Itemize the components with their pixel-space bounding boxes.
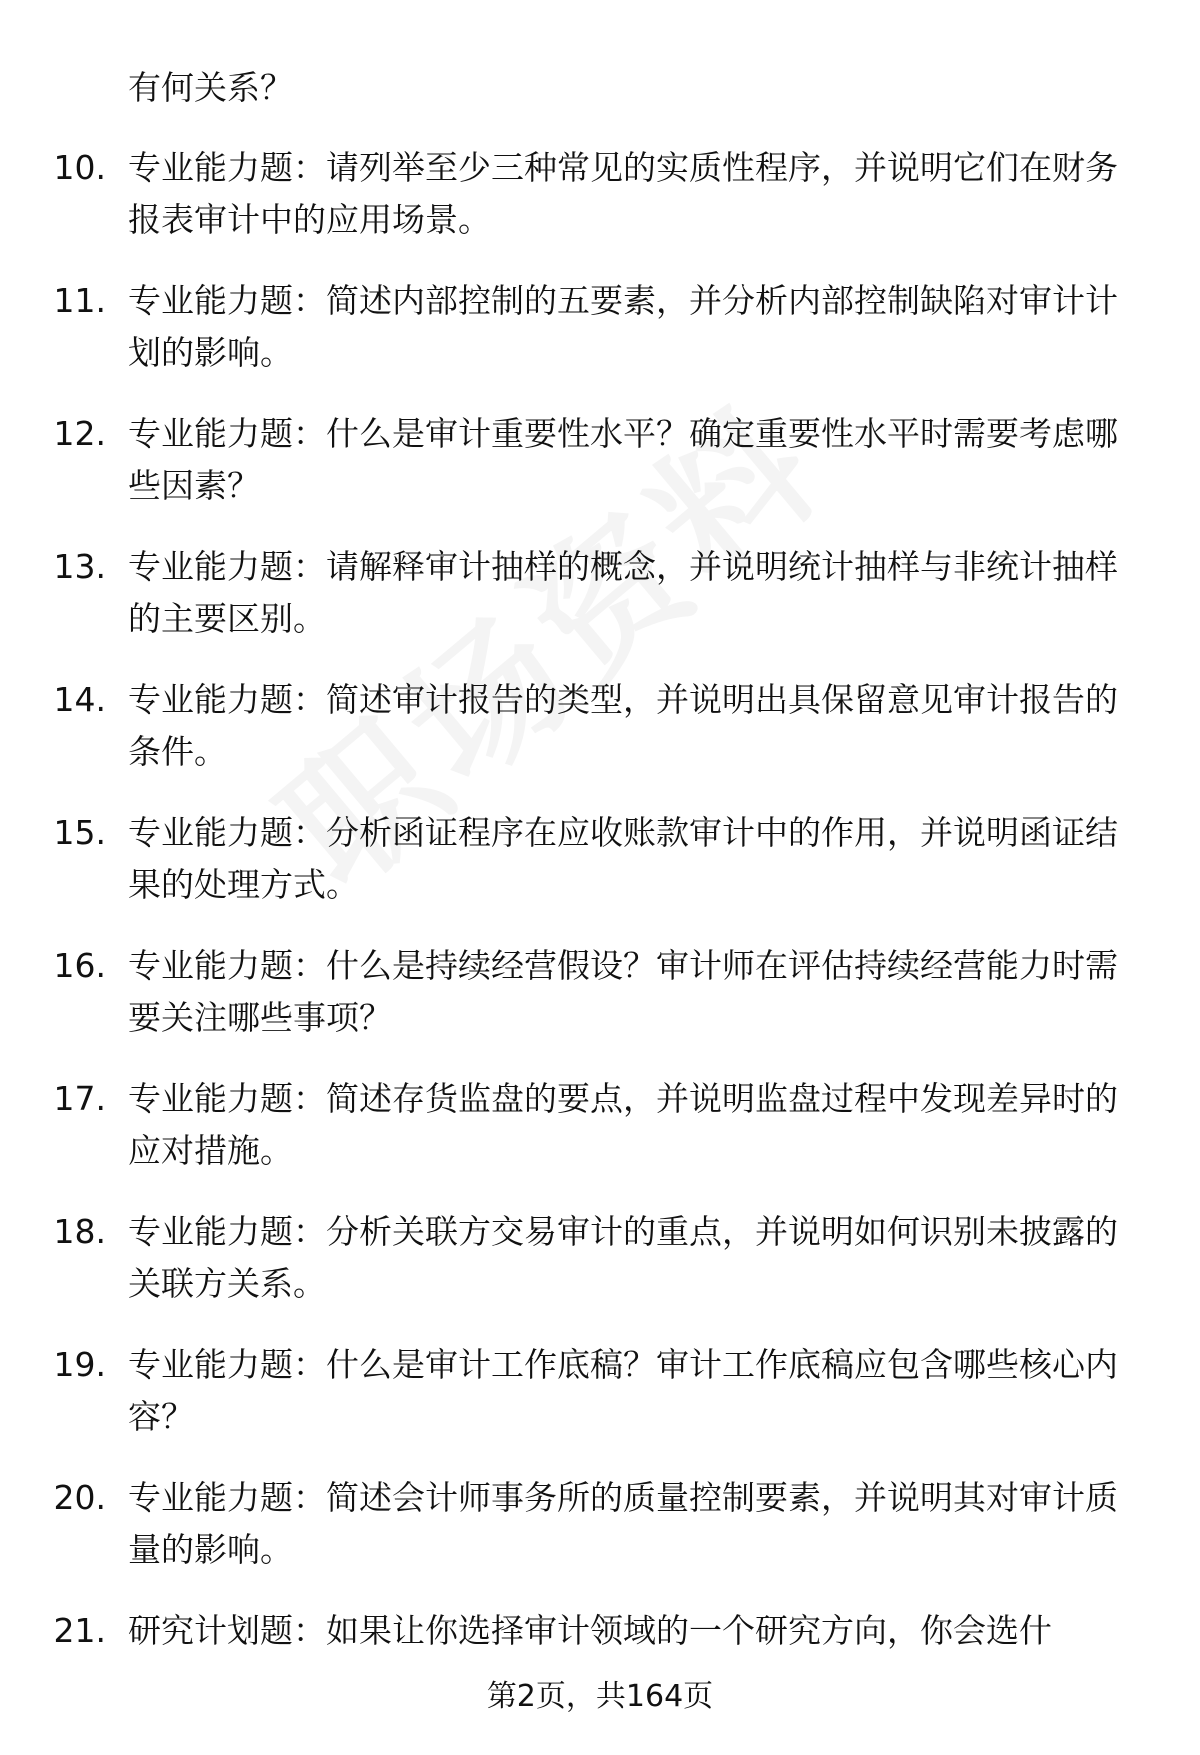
- question-number: 21.: [53, 1611, 106, 1650]
- question-item: [0, 408, 1200, 541]
- question-number: 18.: [53, 1212, 106, 1251]
- question-item: [0, 940, 1200, 1073]
- question-text: 专业能力题：简述审计报告的类型，并说明出具保留意见审计报告的条件。: [128, 680, 1118, 771]
- question-item: [0, 1339, 1200, 1472]
- question-number: 19.: [53, 1345, 106, 1384]
- question-text: 专业能力题：分析函证程序在应收账款审计中的作用，并说明函证结果的处理方式。: [128, 813, 1118, 904]
- question-item: [0, 142, 1200, 275]
- question-item: [0, 1206, 1200, 1339]
- question-list: [0, 142, 1200, 1738]
- question-text: 专业能力题：简述存货监盘的要点，并说明监盘过程中发现差异时的应对措施。: [128, 1079, 1118, 1170]
- question-text: 专业能力题：简述会计师事务所的质量控制要素，并说明其对审计质量的影响。: [128, 1478, 1118, 1569]
- question-text: 专业能力题：什么是审计重要性水平？确定重要性水平时需要考虑哪些因素？: [128, 414, 1118, 505]
- question-number: 10.: [53, 148, 106, 187]
- question-item: [0, 275, 1200, 408]
- question-number: 16.: [53, 946, 106, 985]
- question-text: 研究计划题：如果让你选择审计领域的一个研究方向，你会选什: [128, 1611, 1052, 1650]
- question-text: 专业能力题：请解释审计抽样的概念，并说明统计抽样与非统计抽样的主要区别。: [128, 547, 1118, 638]
- question-number: 17.: [53, 1079, 106, 1118]
- question-number: 15.: [53, 813, 106, 852]
- question-item: [0, 674, 1200, 807]
- question-item: [0, 1472, 1200, 1605]
- page-footer: 第2页，共164页: [486, 1679, 714, 1714]
- question-item: [0, 1073, 1200, 1206]
- question-number: 14.: [53, 680, 106, 719]
- question-text: 专业能力题：什么是审计工作底稿？审计工作底稿应包含哪些核心内容？: [128, 1345, 1118, 1436]
- question-number: 13.: [53, 547, 106, 586]
- question-item: [0, 541, 1200, 674]
- question-item: [0, 807, 1200, 940]
- question-number: 12.: [53, 414, 106, 453]
- question-item: [0, 1605, 1200, 1738]
- continuation-text: 有何关系？: [128, 68, 293, 107]
- question-text: 专业能力题：简述内部控制的五要素，并分析内部控制缺陷对审计计划的影响。: [128, 281, 1118, 372]
- question-number: 11.: [53, 281, 106, 320]
- question-text: 专业能力题：分析关联方交易审计的重点，并说明如何识别未披露的关联方关系。: [128, 1212, 1118, 1303]
- question-text: 专业能力题：请列举至少三种常见的实质性程序，并说明它们在财务报表审计中的应用场景。: [128, 148, 1118, 239]
- question-text: 专业能力题：什么是持续经营假设？审计师在评估持续经营能力时需要关注哪些事项？: [128, 946, 1118, 1037]
- question-number: 20.: [53, 1478, 106, 1517]
